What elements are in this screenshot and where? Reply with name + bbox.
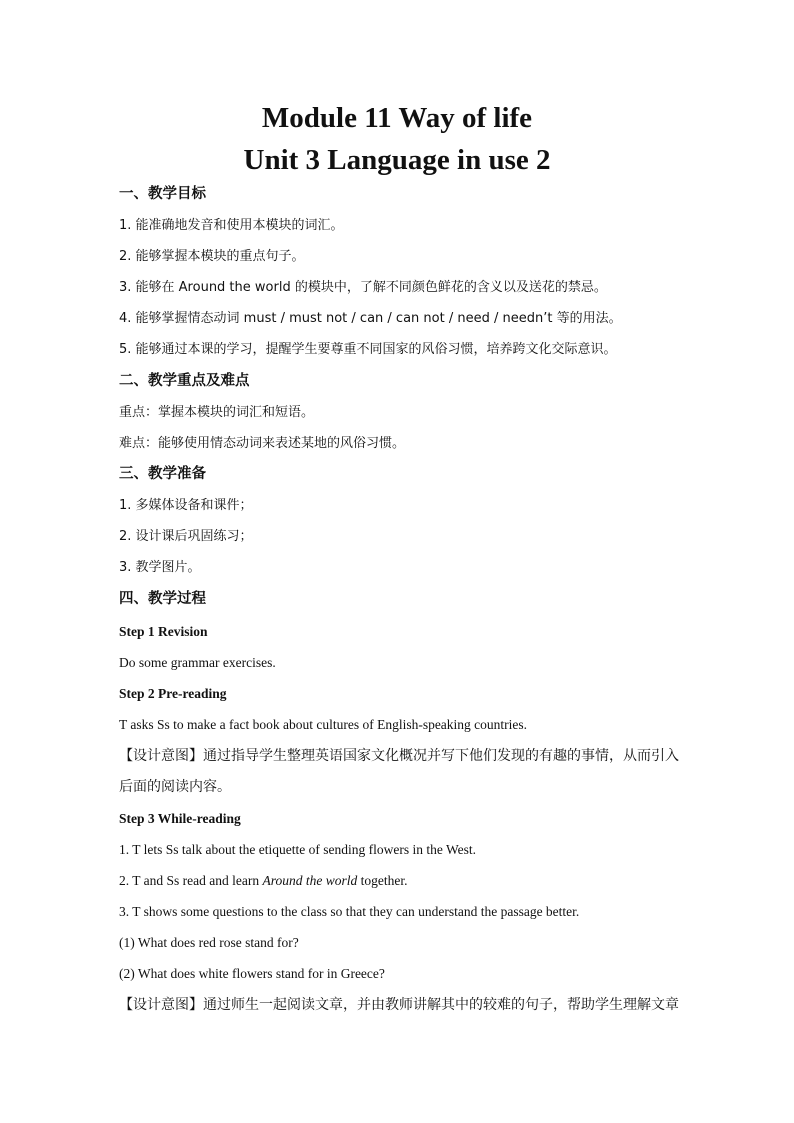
objective-item: 4. 能够掌握情态动词 must / must not / can / can not / need / needn’t 等的用法。 [119,311,622,326]
step2-text: T asks Ss to make a fact book about cultures of English-speaking countries. [119,717,528,732]
step3-title: Step 3 While-reading [119,811,241,826]
question-item: (2) What does white flowers stand for in Greece? [119,966,385,981]
step1-text: Do some grammar exercises. [119,655,276,670]
key-point-item: 重点：掌握本模块的词汇和短语。 [119,405,315,420]
objective-item: 1. 能准确地发音和使用本模块的词汇。 [119,218,344,233]
section-heading-procedure: 四、教学过程 [119,591,206,607]
step3-item [119,873,407,889]
preparation-item: 3. 教学图片。 [119,560,201,575]
section-heading-objectives: 一、教学目标 [119,186,206,202]
objective-item: 3. 能够在 Around the world 的模块中，了解不同颜色鲜花的含义以及送花的禁忌。 [119,280,607,295]
document-subtitle: Unit 3 Language in use 2 [243,144,551,176]
design-intent: 【设计意图】通过师生一起阅读文章，并由教师讲解其中的较难的句子，帮助学生理解文章 [119,997,679,1013]
step2-title: Step 2 Pre-reading [119,686,227,701]
design-intent: 【设计意图】通过指导学生整理英语国家文化概况并写下他们发现的有趣的事情，从而引入 [119,748,679,764]
objective-item: 2. 能够掌握本模块的重点句子。 [119,249,305,264]
step3-item: 1. T lets Ss talk about the etiquette of sending flowers in the West. [119,842,476,857]
difficulty-item: 难点：能够使用情态动词来表述某地的风俗习惯。 [119,436,406,451]
document-title: Module 11 Way of life [261,102,533,134]
question-item: (1) What does red rose stand for? [119,935,299,950]
step1-title: Step 1 Revision [119,624,208,639]
objective-item: 5. 能够通过本课的学习，提醒学生要尊重不同国家的风俗习惯，培养跨文化交际意识。 [119,342,617,357]
step3-item2-suffix: together. [357,873,408,888]
step3-item2-prefix: 2. T and Ss read and learn [119,873,263,888]
preparation-item: 1. 多媒体设备和课件； [119,498,253,513]
section-heading-key-points: 二、教学重点及难点 [119,373,250,389]
preparation-item: 2. 设计课后巩固练习； [119,529,253,544]
step3-item2-italic: Around the world [262,873,358,888]
section-heading-preparation: 三、教学准备 [119,466,206,482]
design-intent-continued: 后面的阅读内容。 [119,779,231,795]
step3-item: 3. T shows some questions to the class so that they can understand the passage better. [119,904,580,919]
